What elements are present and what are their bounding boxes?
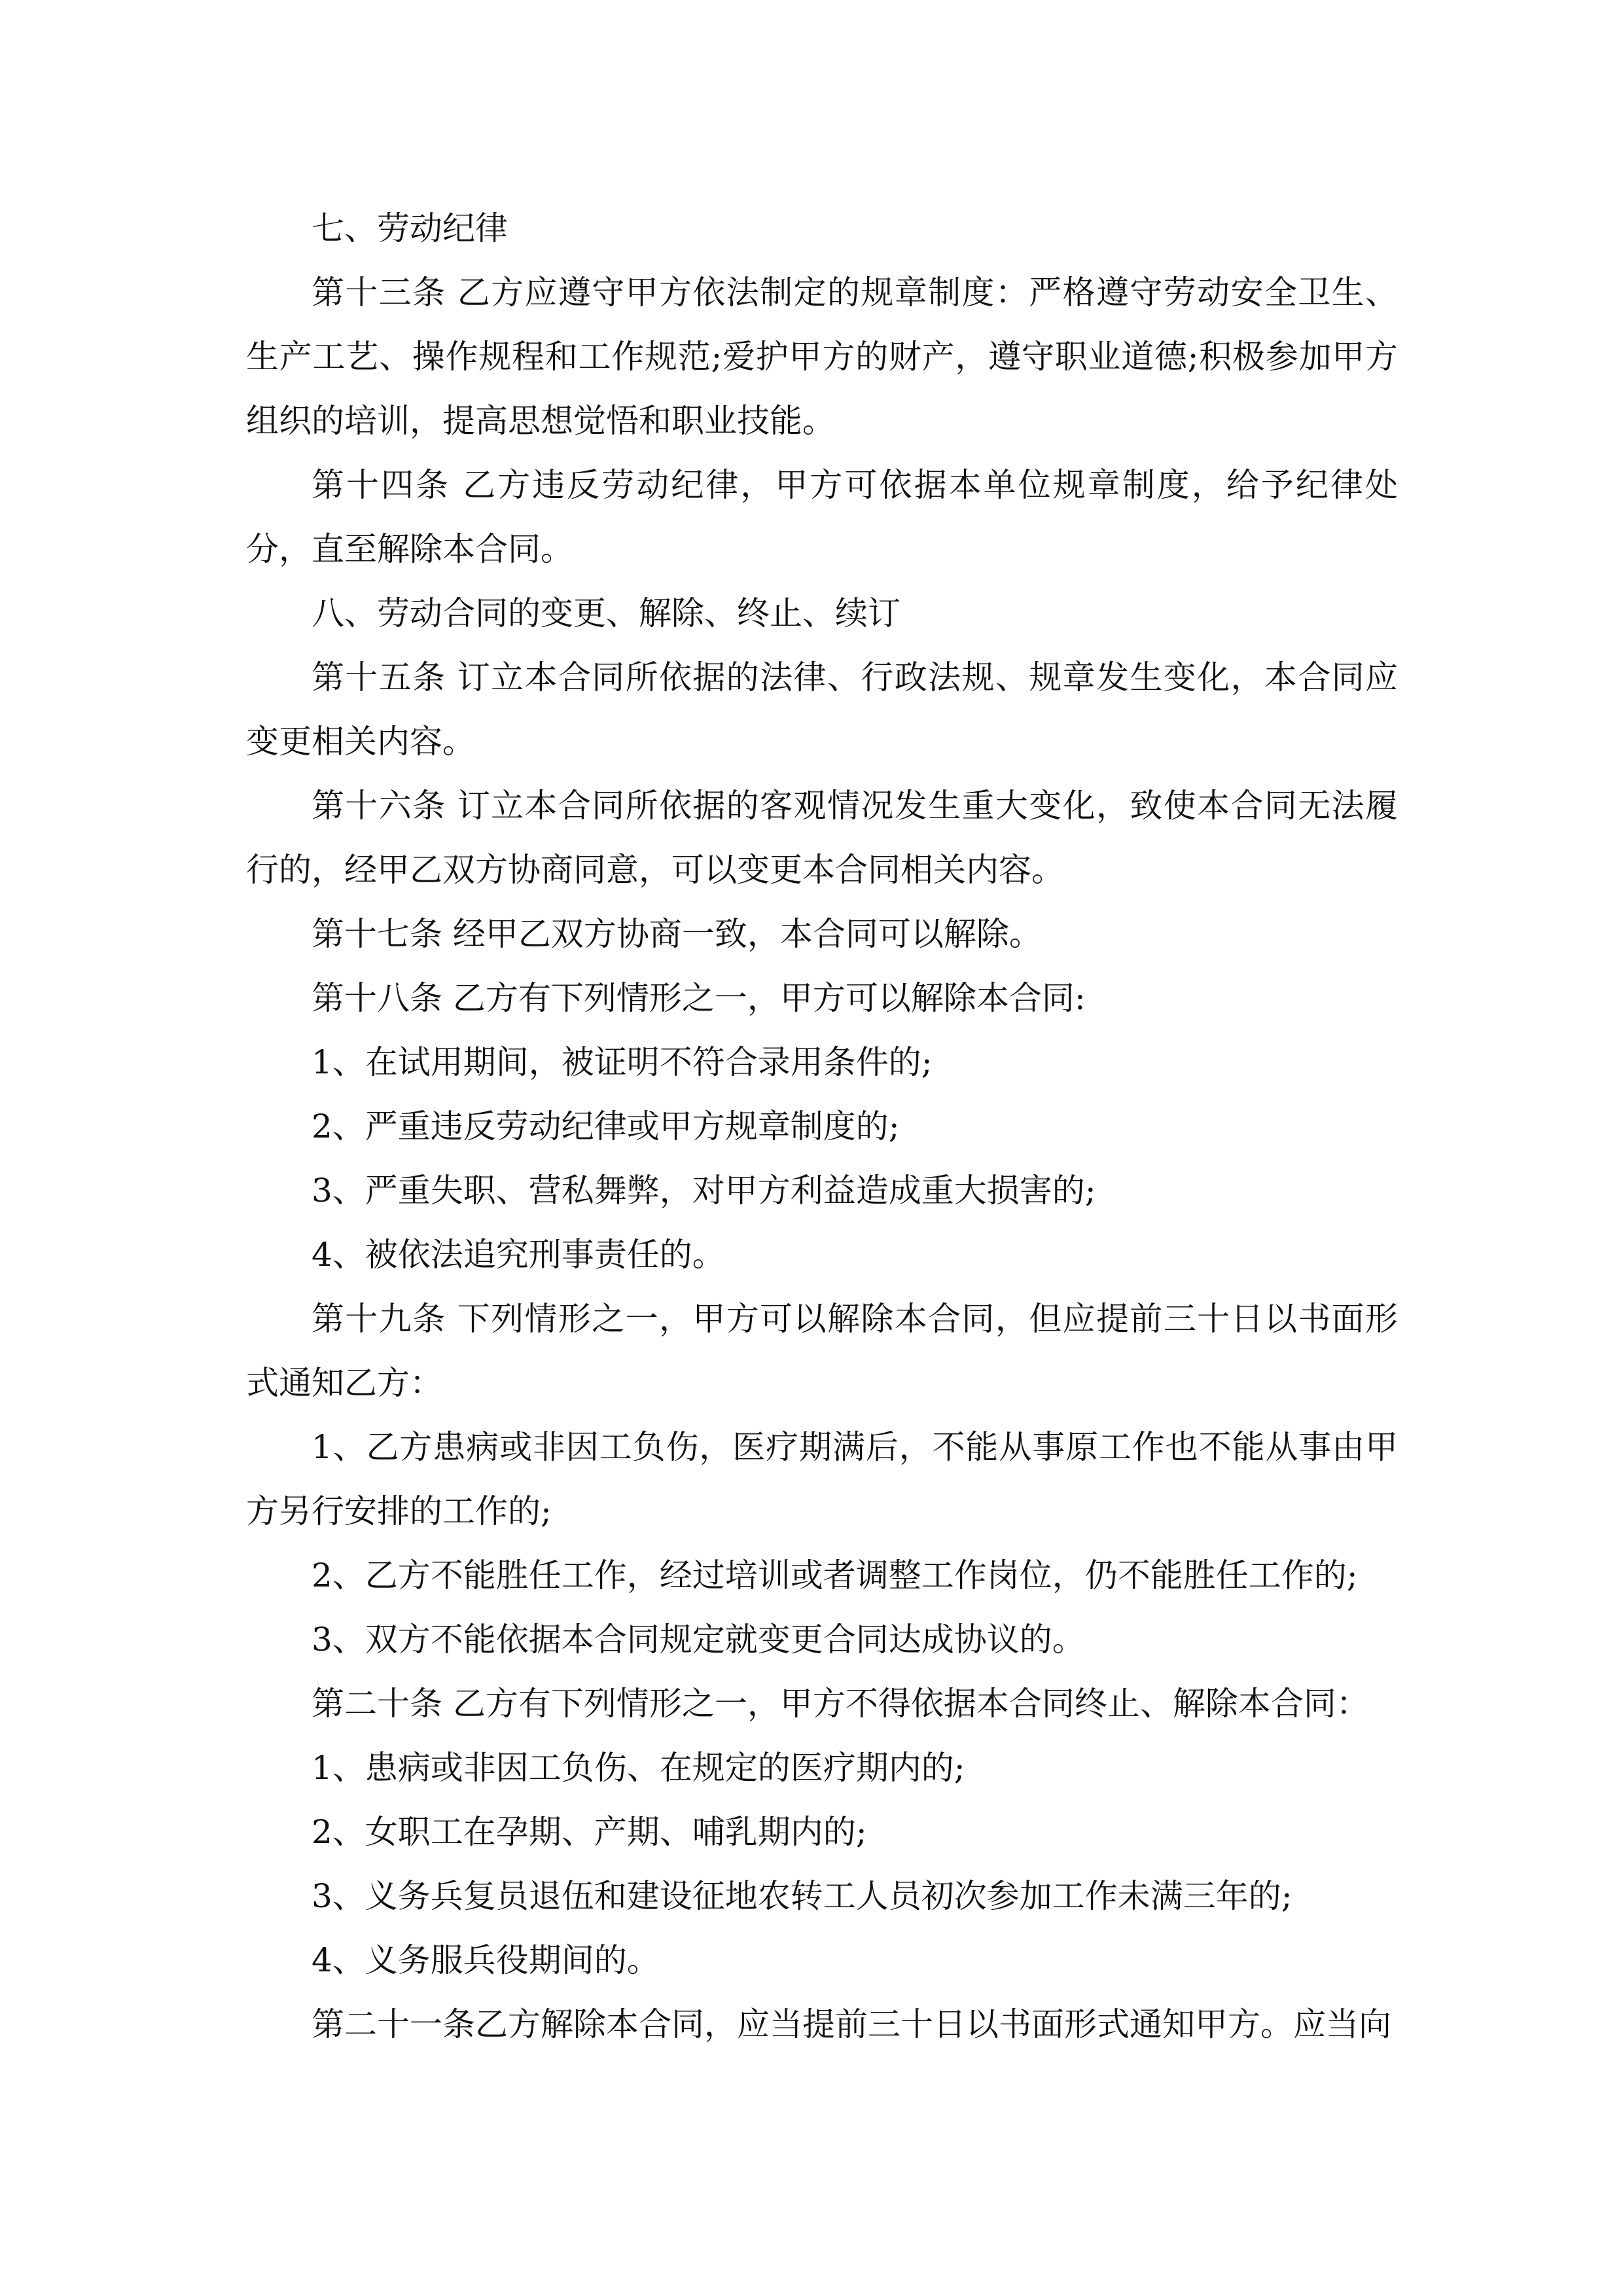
clause-paragraph: 第十六条 订立本合同所依据的客观情况发生重大变化，致使本合同无法履行的，经甲乙双方协商同意，可以变更本合同相关内容。: [246, 787, 1398, 889]
list-item: 3、双方不能依据本合同规定就变更合同达成协议的。: [312, 1621, 1085, 1659]
list-item: 4、义务服兵役期间的。: [312, 1941, 660, 1979]
clause-paragraph: 第十九条 下列情形之一，甲方可以解除本合同，但应提前三十日以书面形式通知乙方：: [246, 1300, 1398, 1402]
list-item: 3、义务兵复员退伍和建设征地农转工人员初次参加工作未满三年的;: [312, 1877, 1293, 1915]
clause-paragraph: 第二十条 乙方有下列情形之一，甲方不得依据本合同终止、解除本合同：: [312, 1685, 1369, 1723]
list-item: 2、乙方不能胜任工作，经过培训或者调整工作岗位，仍不能胜任工作的;: [312, 1556, 1358, 1594]
clause-paragraph: 第十七条 经甲乙双方协商一致，本合同可以解除。: [312, 915, 1042, 953]
list-item: 1、乙方患病或非因工负伤，医疗期满后，不能从事原工作也不能从事由甲方另行安排的工作的;: [246, 1428, 1398, 1530]
list-item: 2、严重违反劳动纪律或甲方规章制度的;: [312, 1107, 900, 1145]
list-item: 3、严重失职、营私舞弊，对甲方利益造成重大损害的;: [312, 1172, 1096, 1210]
clause-paragraph: 第十五条 订立本合同所依据的法律、行政法规、规章发生变化，本合同应变更相关内容。: [246, 658, 1398, 761]
clause-paragraph: 第十三条 乙方应遵守甲方依法制定的规章制度：严格遵守劳动安全卫生、生产工艺、操作规程和工作规范;爱护甲方的财产，遵守职业道德;积极参加甲方组织的培训，提高思想觉悟和职业技能。: [246, 274, 1398, 440]
clause-paragraph: 第十四条 乙方违反劳动纪律，甲方可依据本单位规章制度，给予纪律处分，直至解除本合同。: [246, 466, 1398, 568]
document-body: [246, 196, 1398, 2056]
list-item: 1、患病或非因工负伤、在规定的医疗期内的;: [312, 1749, 965, 1787]
clause-paragraph: 第二十一条乙方解除本合同，应当提前三十日以书面形式通知甲方。应当向: [312, 2005, 1391, 2043]
list-item: 4、被依法追究刑事责任的。: [312, 1236, 725, 1274]
section-heading: 七、劳动纪律: [312, 209, 508, 247]
list-item: 2、女职工在孕期、产期、哺乳期内的;: [312, 1813, 867, 1851]
section-heading: 八、劳动合同的变更、解除、终止、续订: [312, 594, 901, 632]
list-item: 1、在试用期间，被证明不符合录用条件的;: [312, 1043, 933, 1081]
clause-paragraph: 第十八条 乙方有下列情形之一，甲方可以解除本合同:: [312, 979, 1086, 1017]
